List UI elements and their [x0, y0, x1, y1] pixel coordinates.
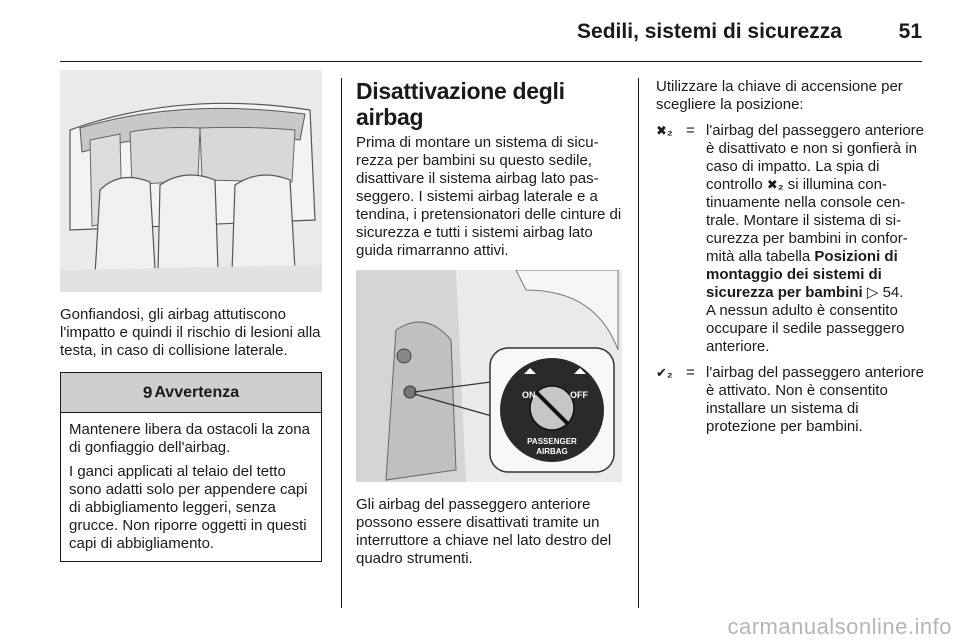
section-heading: Disattivazione degli airbag: [356, 78, 565, 130]
page-reference: ▷ 54.: [862, 284, 904, 301]
warning-box: [60, 372, 322, 562]
column-left: [60, 70, 322, 562]
curtain-airbag-caption: Gonfiandosi, gli airbag attutiscono l'impatto e quindi il rischio di lesioni alla testa, in caso di collisione laterale.: [60, 306, 321, 359]
equals-sign: =: [686, 364, 695, 381]
airbag-off-symbol-icon: ✖₂: [656, 123, 673, 138]
switch-on-label: ON: [522, 390, 536, 400]
page-number: 51: [898, 20, 922, 43]
switch-caption: Gli airbag del passeggero anteriore possono essere disattivati tramite un interruttore a chiave nel lato destro del quadro strumenti.: [356, 496, 612, 567]
option-description: l'airbag del passeggero anteriore è attivato. Non è consentito installare un sistema di protezione per bambini.: [706, 364, 925, 435]
option-text: l'airbag del passeggero anteriore è disattivato e non si gonfierà in caso di impatto. La spia di controllo: [706, 122, 925, 193]
watermark: carmanualsonline.info: [727, 614, 952, 639]
warning-paragraph: Mantenere libera da ostacoli la zona di gonfiaggio dell'airbag.: [69, 421, 310, 456]
warning-header: [61, 373, 321, 413]
section-intro: Prima di montare un sistema di sicurezza per bambini su questo sedile, disattivare il sistema airbag lato passeggero. I sistemi airbag laterale e a tendina, i pretensionatori delle cinture di sicurezza e tutti i sistemi airbag lato guida rimarranno attivi.: [356, 134, 622, 259]
warning-paragraph: I ganci applicati al telaio del tetto sono adatti solo per appendere capi di abbigliamento leggeri, senza grucce. Non riporre oggetti in questi capi di abbigliamento.: [69, 463, 308, 552]
warning-title: Avvertenza: [154, 383, 240, 401]
switch-label-line1: PASSENGER: [527, 437, 577, 446]
airbag-off-inline-icon: ✖₂: [766, 177, 784, 192]
header-title: Sedili, sistemi di sicurezza: [577, 20, 842, 43]
airbag-on-symbol-icon: ✔₂: [656, 365, 673, 380]
curtain-airbag-illustration: [60, 70, 322, 292]
position-intro: Utilizzare la chiave di accensione per scegliere la posizione:: [656, 78, 903, 113]
column-right: [656, 70, 924, 436]
cross-reference-title: Posizioni di montaggio dei sistemi di sicurezza per bambini: [706, 248, 898, 301]
option-text: si illumina continuamente nella console centrale. Montare il sistema di sicurezza per bambini in conformità alla tabella: [706, 176, 908, 265]
column-middle: [356, 70, 622, 568]
option-description: [706, 122, 924, 356]
option-airbag-off: [656, 122, 924, 356]
option-airbag-on: [656, 364, 924, 436]
equals-sign: =: [686, 122, 695, 139]
airbag-switch-illustration: [356, 270, 622, 482]
warning-body: [61, 413, 321, 561]
warning-triangle-icon: 9: [142, 382, 153, 402]
column-divider: [638, 78, 639, 608]
switch-label-line2: AIRBAG: [536, 447, 568, 456]
switch-off-label: OFF: [570, 390, 588, 400]
curtain-airbag-figure: [60, 70, 322, 292]
option-note: A nessun adulto è consentito occupare il sedile passeggero anteriore.: [706, 302, 905, 355]
column-divider: [341, 78, 342, 608]
airbag-switch-figure: [356, 270, 622, 482]
page-header: [60, 0, 922, 62]
